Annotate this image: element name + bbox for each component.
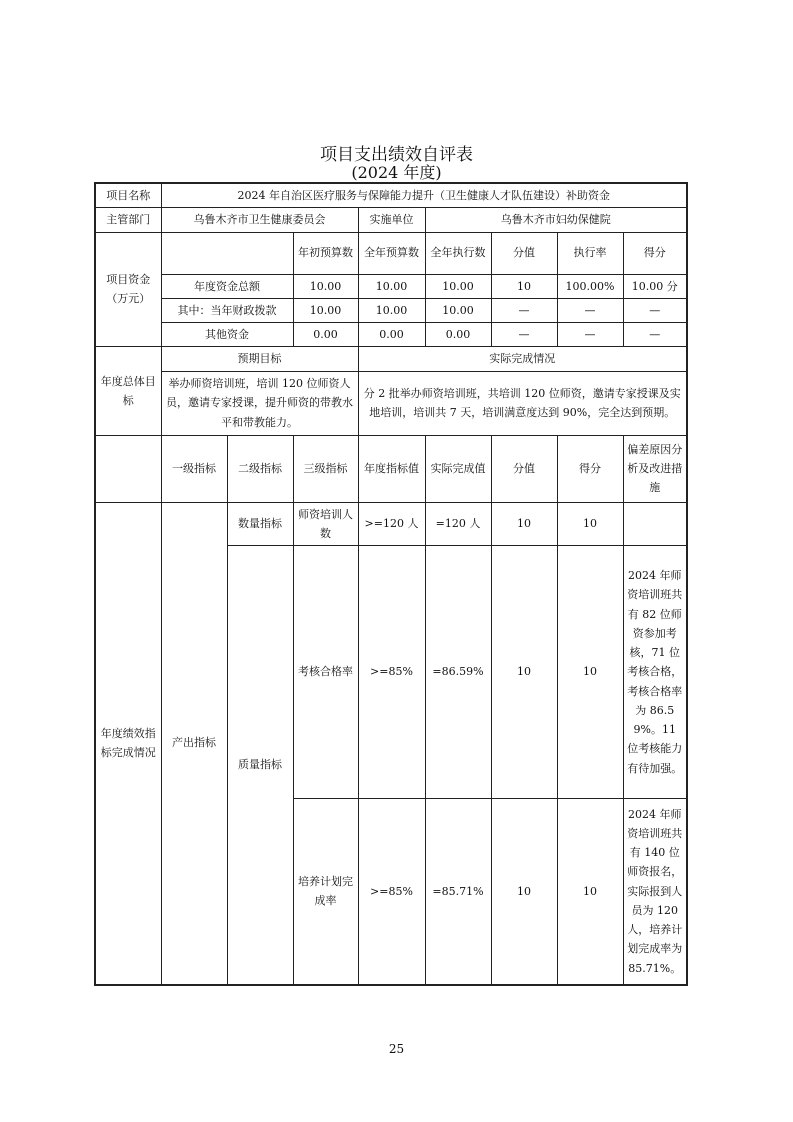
deviation-remark: 2024 年师资培训班共有 82 位师资参加考核，71 位考核合格，考核合格率为 86.59%。11 位考核能力有待加强。 bbox=[623, 546, 687, 799]
level3-indicator: 培养计划完成率 bbox=[293, 799, 358, 985]
funds-cell: 10.00 bbox=[358, 274, 425, 298]
target-value: >=120 人 bbox=[358, 502, 425, 546]
indicator-header: 年度指标值 bbox=[358, 435, 425, 502]
project-name-value: 2024 年自治区医疗服务与保障能力提升（卫生健康人才队伍建设）补助资金 bbox=[161, 183, 687, 208]
funds-header: 年初预算数 bbox=[293, 232, 358, 274]
funds-header: 得分 bbox=[623, 232, 687, 274]
actual-completion-text: 分 2 批举办师资培训班，共培训 120 位师资，邀请专家授课及实地培训，培训共 7 天，培训满意度达到 90%，完全达到预期。 bbox=[358, 371, 687, 435]
actual-completion-header: 实际完成情况 bbox=[358, 347, 687, 371]
funds-cell: — bbox=[623, 298, 687, 322]
impl-unit-value: 乌鲁木齐市妇幼保健院 bbox=[425, 208, 687, 232]
page-subtitle: (2024 年度) bbox=[351, 163, 442, 182]
page-number: 25 bbox=[388, 1042, 405, 1056]
funds-header: 全年预算数 bbox=[358, 232, 425, 274]
target-value: >=85% bbox=[358, 546, 425, 799]
score-value: 10 bbox=[491, 502, 557, 546]
project-name-label: 项目名称 bbox=[95, 183, 161, 208]
page-title: 项目支出绩效自评表 bbox=[320, 145, 473, 165]
funds-cell: — bbox=[557, 323, 623, 347]
goals-label: 年度总体目标 bbox=[95, 347, 161, 435]
score-value: 10 bbox=[491, 799, 557, 985]
funds-row-label: 其他资金 bbox=[161, 323, 293, 347]
funds-cell: 10 bbox=[491, 274, 557, 298]
self-evaluation-table bbox=[94, 182, 688, 986]
indicator-header: 分值 bbox=[491, 435, 557, 502]
dept-label: 主管部门 bbox=[95, 208, 161, 232]
deviation-remark bbox=[623, 502, 687, 546]
indicator-header-blank bbox=[95, 435, 161, 502]
expected-goal-header: 预期目标 bbox=[161, 347, 358, 371]
funds-cell: 10.00 bbox=[293, 298, 358, 322]
indicator-header: 一级指标 bbox=[161, 435, 227, 502]
funds-cell: — bbox=[557, 298, 623, 322]
level3-indicator: 师资培训人数 bbox=[293, 502, 358, 546]
expected-goal-text: 举办师资培训班，培训 120 位师资人员，邀请专家授课，提升师资的带教水平和带教能力。 bbox=[161, 371, 358, 435]
indicator-header: 实际完成值 bbox=[425, 435, 491, 502]
score: 10 bbox=[557, 502, 623, 546]
funds-cell: 0.00 bbox=[293, 323, 358, 347]
funds-cell: 10.00 bbox=[425, 274, 491, 298]
indicator-header: 得分 bbox=[557, 435, 623, 502]
impl-unit-label: 实施单位 bbox=[358, 208, 425, 232]
level2-indicator: 质量指标 bbox=[227, 546, 293, 985]
funds-cell: — bbox=[623, 323, 687, 347]
performance-section-label: 年度绩效指标完成情况 bbox=[95, 502, 161, 985]
score: 10 bbox=[557, 799, 623, 985]
funds-cell: 0.00 bbox=[358, 323, 425, 347]
funds-cell: 100.00% bbox=[557, 274, 623, 298]
score: 10 bbox=[557, 546, 623, 799]
level3-indicator: 考核合格率 bbox=[293, 546, 358, 799]
dept-value: 乌鲁木齐市卫生健康委员会 bbox=[161, 208, 358, 232]
actual-value: =86.59% bbox=[425, 546, 491, 799]
indicator-header: 偏差原因分析及改进措施 bbox=[623, 435, 687, 502]
funds-cell: 10.00 bbox=[358, 298, 425, 322]
actual-value: =120 人 bbox=[425, 502, 491, 546]
funds-cell: 0.00 bbox=[425, 323, 491, 347]
target-value: >=85% bbox=[358, 799, 425, 985]
funds-cell: — bbox=[491, 323, 557, 347]
score-value: 10 bbox=[491, 546, 557, 799]
level1-indicator: 产出指标 bbox=[161, 502, 227, 985]
funds-header-blank bbox=[161, 232, 293, 274]
funds-cell: 10.00 分 bbox=[623, 274, 687, 298]
funds-cell: — bbox=[491, 298, 557, 322]
funds-label: 项目资金（万元） bbox=[95, 232, 161, 347]
funds-header: 执行率 bbox=[557, 232, 623, 274]
funds-cell: 10.00 bbox=[425, 298, 491, 322]
indicator-header: 二级指标 bbox=[227, 435, 293, 502]
indicator-header: 三级指标 bbox=[293, 435, 358, 502]
deviation-remark: 2024 年师资培训班共有 140 位师资报名，实际报到人员为 120 人，培养计划完成率为 85.71%。 bbox=[623, 799, 687, 985]
funds-row-label: 年度资金总额 bbox=[161, 274, 293, 298]
funds-row-label: 其中：当年财政拨款 bbox=[161, 298, 293, 322]
actual-value: =85.71% bbox=[425, 799, 491, 985]
funds-header: 全年执行数 bbox=[425, 232, 491, 274]
funds-header: 分值 bbox=[491, 232, 557, 274]
funds-cell: 10.00 bbox=[293, 274, 358, 298]
level2-indicator: 数量指标 bbox=[227, 502, 293, 546]
